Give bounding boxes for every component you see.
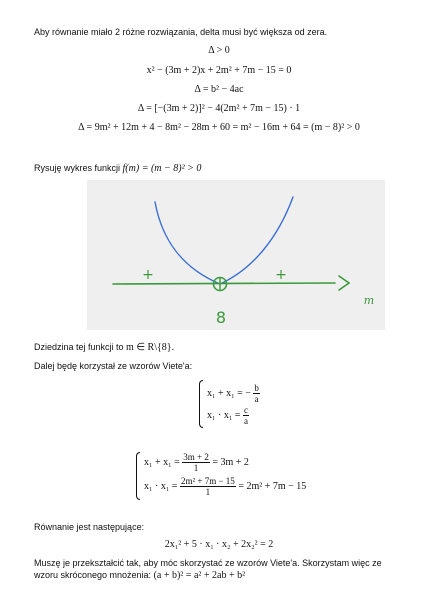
plus-left-label: +	[142, 267, 154, 283]
closing-line-2	[34, 570, 245, 582]
closing-line-2-formula: (a + b)² = a² + 2ab + b²	[153, 570, 246, 581]
fraction-numerator: 3m + 2	[183, 452, 209, 462]
parabola-sketch	[87, 180, 385, 330]
domain-set: m ∈ R\{8}.	[126, 342, 175, 353]
eq-delta-formula: Δ = b² − 4ac	[194, 84, 244, 95]
equation-intro: Równanie jest następujące:	[34, 522, 145, 532]
m-axis	[113, 283, 335, 284]
viete-general-sum-fraction	[253, 383, 260, 404]
viete-general-product	[207, 405, 249, 426]
fraction-denominator: a	[243, 416, 248, 426]
axis-label: m	[363, 294, 375, 307]
parabola-curve	[155, 197, 293, 284]
eq-quadratic: x² − (3m + 2)x + 2m² + 7m − 15 = 0	[146, 65, 292, 76]
viete-general-product-fraction	[243, 405, 249, 426]
sketch-function: f(m) = (m − 8)² > 0	[122, 163, 202, 174]
equation-main: 2x₁² + 5 · x₁ · x₂ + 2x₂² = 2	[164, 539, 274, 550]
intro-text: Aby równanie miało 2 różne rozwiązania, delta musi być większa od zera.	[34, 27, 328, 37]
viete-applied-product-fraction	[180, 476, 236, 497]
axis-arrow-icon	[339, 276, 349, 290]
root-label: 8	[215, 308, 227, 327]
eq-delta-result: Δ = 9m² + 12m + 4 − 8m² − 28m + 60 = m² − 16m + 64 = (m − 8)² > 0	[78, 122, 360, 133]
fraction-denominator: 1	[193, 463, 199, 473]
closing-line-1: Muszę je przekształcić tak, aby móc skorzystać ze wzorów Viete'a. Skorzystam więc ze	[34, 558, 382, 568]
sketch-intro-text: Rysuję wykres funkcji	[34, 163, 123, 173]
fraction-denominator: 1	[205, 487, 211, 497]
fraction-denominator: a	[254, 394, 259, 404]
eq-delta-substituted: Δ = [−(3m + 2)]² − 4(2m² + 7m − 15) · 1	[137, 103, 301, 114]
viete-applied-product-rhs: = 2m² + 7m − 15	[238, 480, 307, 492]
fraction-numerator: 2m² + 7m − 15	[180, 476, 235, 486]
domain-prefix: Dziedzina tej funkcji to	[34, 342, 127, 352]
viete-intro: Dalej będę korzystał ze wzorów Viete'a:	[34, 361, 193, 371]
viete-applied-sum-lhs: x₁ + x₁ =	[144, 456, 180, 468]
viete-general-sum	[207, 383, 260, 404]
viete-general-product-lhs: x₁ · x₁ =	[207, 409, 241, 421]
closing-line-2-text: wzoru skróconego mnożenia:	[34, 570, 154, 580]
viete-applied-sum-rhs: = 3m + 2	[212, 456, 249, 468]
viete-applied-product-lhs: x₁ · x₁ =	[144, 480, 178, 492]
viete-applied-brace	[136, 452, 140, 500]
viete-applied-sum-fraction	[182, 452, 210, 473]
eq-delta-positive: Δ > 0	[208, 45, 230, 56]
viete-general-sum-lhs: x₁ + x₁ = −	[207, 387, 251, 399]
viete-applied-product	[144, 476, 306, 497]
viete-applied-sum	[144, 452, 249, 473]
parabola-sketch-svg	[87, 180, 385, 330]
viete-general-brace	[199, 380, 203, 428]
plus-right-label: +	[275, 267, 287, 283]
domain-line	[34, 342, 174, 354]
fraction-numerator: b	[254, 383, 259, 393]
sketch-intro	[34, 163, 201, 175]
fraction-numerator: c	[243, 405, 248, 415]
